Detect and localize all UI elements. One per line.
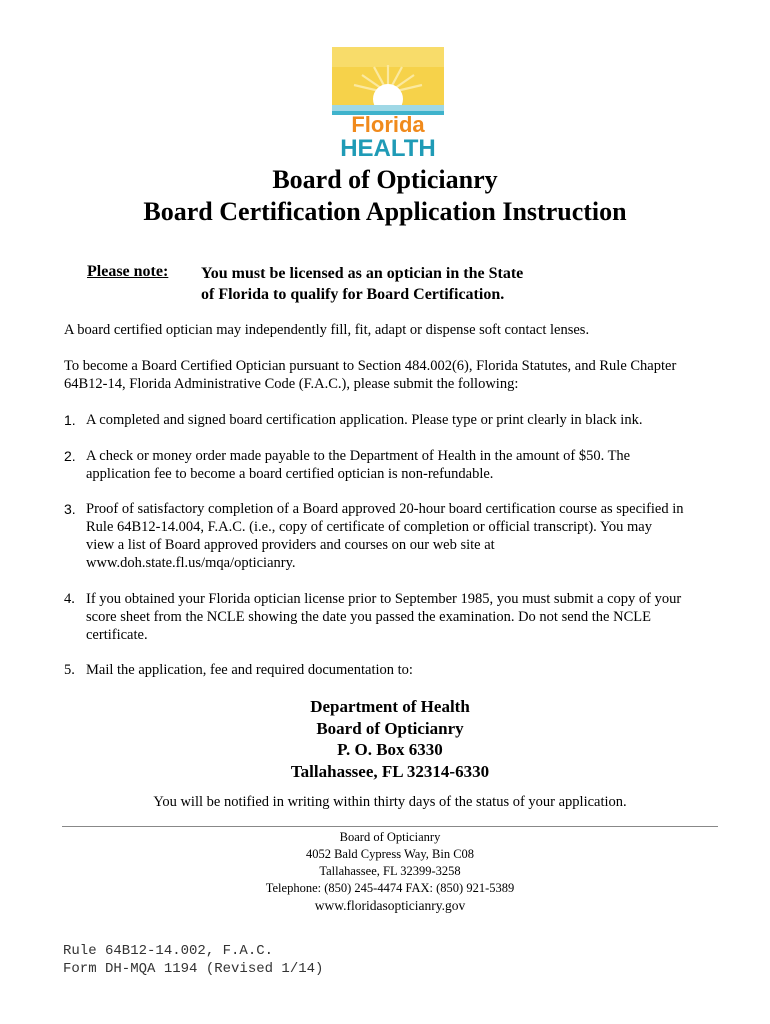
- website-link[interactable]: www.floridasopticianry.gov: [314, 898, 466, 913]
- lead-in-paragraph: To become a Board Certified Optician pursuant to Section 484.002(6), Florida Statutes, and Rule Chapter 64B12-14, Florida Administrative Code (F.A.C.), please submit the following:: [64, 358, 677, 392]
- sun-logo-icon: [332, 47, 444, 159]
- mailing-address: Department of Health Board of Opticianry P. O. Box 6330 Tallahassee, FL 32314-6330: [290, 697, 490, 781]
- footer-contact: Board of Opticianry 4052 Bald Cypress Way, Bin C08 Tallahassee, FL 32399-3258 Telephone: (850) 245-4474 FAX: (850) 921-5389 www.floridasopticianry.gov: [0, 829, 770, 914]
- svg-text:HEALTH: HEALTH: [340, 135, 436, 159]
- page-subtitle: Board Certification Application Instruction: [143, 197, 627, 226]
- note-text: You must be licensed as an optician in the State of Florida to qualify for Board Certification.: [201, 265, 524, 303]
- form-identifier: Rule 64B12-14.002, F.A.C. Form DH-MQA 1194 (Revised 1/14): [63, 943, 324, 977]
- svg-text:Florida: Florida: [351, 112, 425, 137]
- florida-health-logo: [332, 47, 444, 159]
- intro-paragraph: A board certified optician may independently fill, fit, adapt or dispense soft contact lenses.: [64, 322, 590, 338]
- page-title: Board of Opticianry: [272, 165, 498, 194]
- notification-text: You will be notified in writing within thirty days of the status of your application.: [153, 794, 627, 810]
- divider: [62, 826, 718, 827]
- note-label: Please note:: [87, 263, 169, 280]
